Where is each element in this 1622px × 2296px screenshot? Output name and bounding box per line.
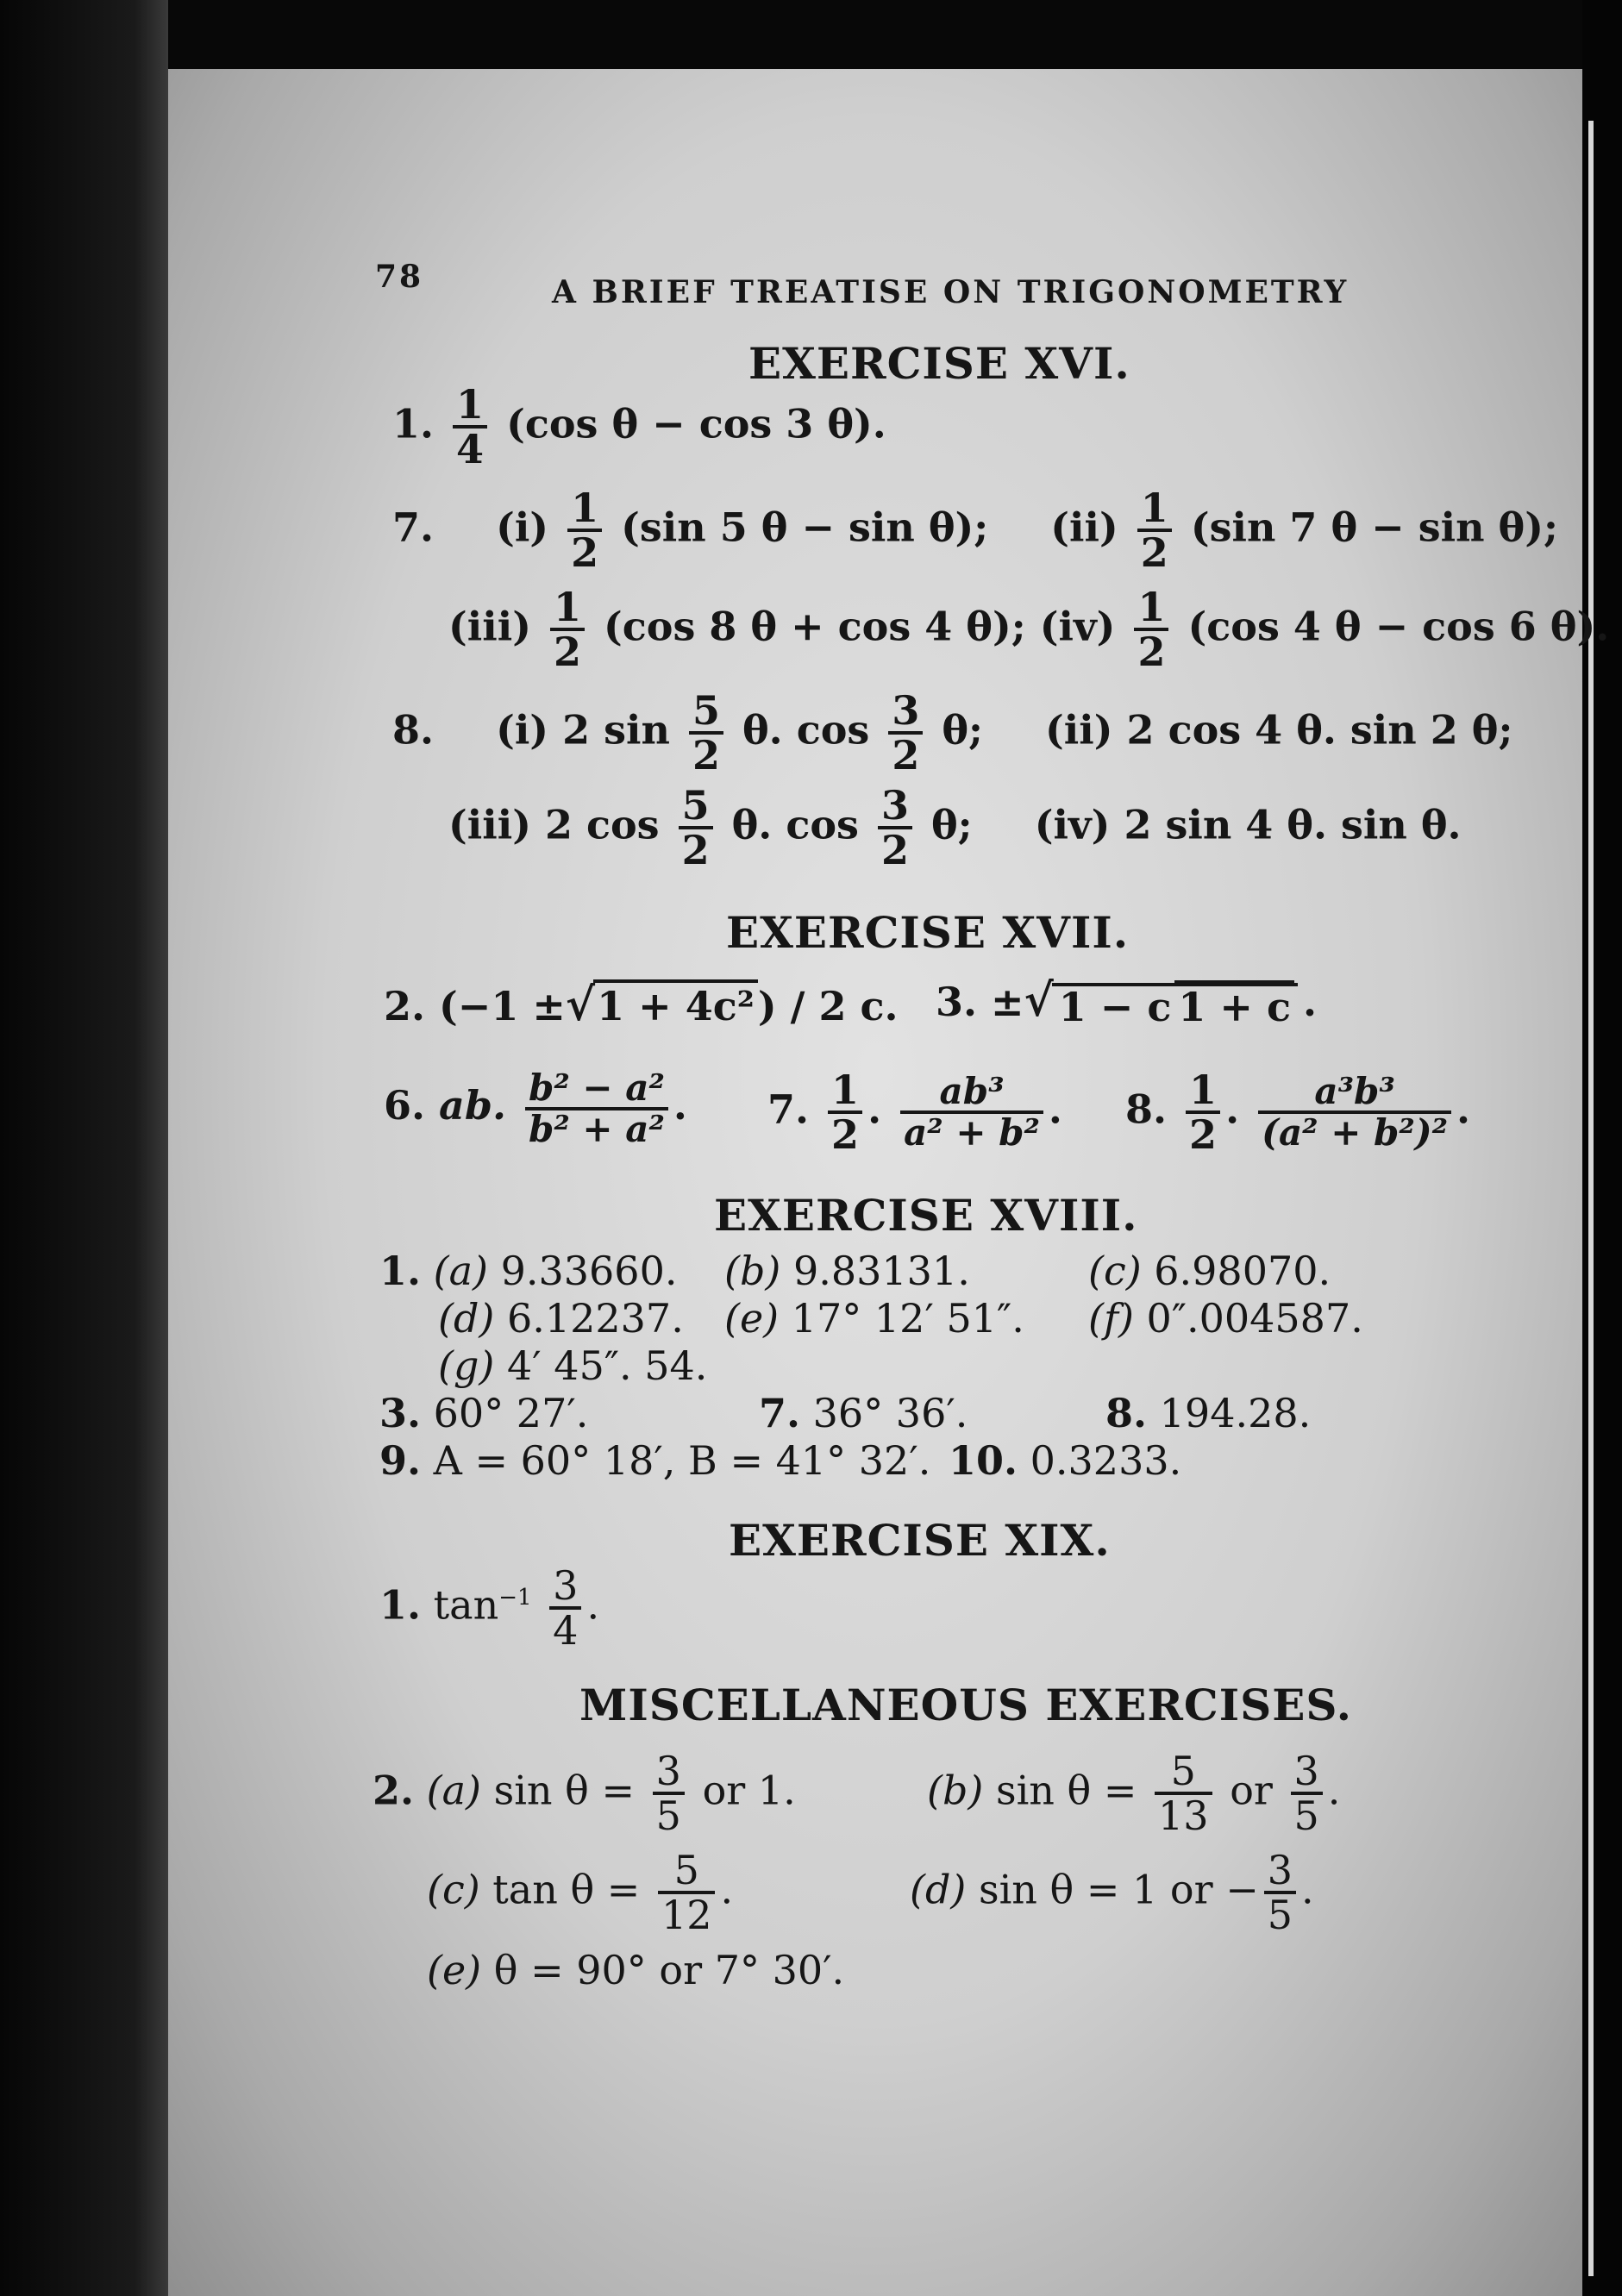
value: 6.98070. (1154, 1248, 1331, 1294)
fraction: $\frac{1}{2}$ (828, 1069, 862, 1156)
ex16-answer-1 (392, 381, 886, 473)
ex18-answer-9 (379, 1437, 930, 1484)
part-label: (e) (724, 1295, 780, 1342)
ex18-answer-10 (949, 1437, 1181, 1484)
fraction: $\frac{1}{2}$ (567, 487, 602, 574)
fraction: $\frac{3}{5}$ (653, 1750, 685, 1837)
answer-number: 7. (392, 504, 435, 551)
exercise-xix-heading: EXERCISE XIX. (729, 1515, 1111, 1566)
expression: ab. (439, 1082, 507, 1129)
expression: (sin 5 θ − sin θ); (621, 504, 989, 551)
answer-number: 2. (384, 983, 426, 1029)
fraction: $\frac{5}{12}$ (658, 1849, 716, 1936)
ex16-answer-8-line1 (392, 687, 1513, 779)
expression: (cos θ − cos 3 θ). (506, 400, 886, 447)
fraction: $\frac{3}{5}$ (1291, 1750, 1323, 1837)
page-number: 78 (375, 259, 424, 295)
part-label: (b) (724, 1248, 781, 1294)
misc-answer-2a (373, 1748, 796, 1840)
ex18-answer-1-g (438, 1342, 707, 1389)
scan-left-border (0, 0, 168, 2296)
part-label: (d) (438, 1295, 495, 1342)
answer-number: 10. (949, 1437, 1018, 1484)
fraction: $\frac{1}{4}$ (453, 384, 487, 471)
part-label: (a) (426, 1767, 481, 1814)
fraction: $\frac{5}{13}$ (1155, 1750, 1212, 1837)
expression: (sin 7 θ − sin θ); (1190, 504, 1558, 551)
fraction: $\frac{3}{5}$ (1264, 1849, 1296, 1936)
plus-minus-sign: ± (991, 979, 1024, 1025)
answer-number: 1. (379, 1581, 422, 1629)
misc-answer-2b (927, 1748, 1341, 1840)
expression: ) / 2 c. (757, 983, 899, 1029)
part-label: (i) (496, 706, 549, 754)
value: 0.3233. (1030, 1437, 1182, 1484)
fraction: $\frac{\text{b² − a²}}{\text{b² + a²}}$ (525, 1069, 668, 1148)
answer-number: 9. (379, 1437, 422, 1484)
ex18-answer-1-f (1088, 1295, 1363, 1342)
ex18-answer-3 (379, 1390, 588, 1436)
ex18-answer-1-d (438, 1295, 684, 1342)
inverse-exponent: −1 (498, 1584, 532, 1611)
end-mark: . (673, 1082, 687, 1129)
misc-answer-2c (427, 1847, 734, 1939)
expression: 2 cos 4 θ. sin 2 θ; (1126, 706, 1513, 754)
radical-sign: √ (1024, 974, 1054, 1027)
expression: (−1 ± (439, 983, 566, 1029)
part-label: (ii) (1050, 504, 1118, 551)
ex17-answer-7: 7. $\frac{1}{2}$ . $\frac{\text{ab³}}{\text{a² + b²}}$ . (767, 1067, 1062, 1159)
expression: 2 sin (562, 706, 670, 754)
value: 0″.004587. (1146, 1295, 1363, 1342)
expression: 2 sin 4 θ. sin θ. (1124, 801, 1462, 848)
part-label: (iii) (448, 801, 531, 848)
value: 194.28. (1159, 1390, 1312, 1436)
answer-number: 2. (373, 1767, 415, 1814)
expression: θ. cos (742, 706, 870, 754)
end-mark: . (1302, 979, 1317, 1025)
ex18-answer-1-c (1088, 1248, 1331, 1294)
answer-number: 8. (1125, 1085, 1168, 1133)
ex17-answer-6 (384, 1067, 687, 1151)
radicand: 1 + 4c² (593, 979, 758, 1029)
misc-answer-2d (910, 1847, 1314, 1939)
fraction: $\frac{1}{2}$ (550, 586, 585, 673)
page-edge-rule (1588, 121, 1594, 2276)
expression: sin θ = (995, 1767, 1137, 1814)
fraction: 1 − c 1 + c (1052, 983, 1298, 1028)
end-mark: . (1301, 1866, 1314, 1913)
fraction: $\frac{5}{2}$ (689, 690, 723, 777)
expression: tan θ = (492, 1866, 641, 1913)
value: 60° 27′. (433, 1390, 589, 1436)
answer-number: 1. (379, 1248, 422, 1294)
answer-number: 3. (379, 1390, 422, 1436)
fraction: $\frac{1}{2}$ (1186, 1069, 1220, 1156)
exercise-xvii-heading: EXERCISE XVII. (726, 907, 1130, 958)
ex16-answer-7-line1 (392, 485, 1558, 577)
expression: or 1. (702, 1767, 796, 1814)
exercise-xvi-heading: EXERCISE XVI. (748, 338, 1130, 389)
part-label: (iii) (448, 603, 531, 650)
expression: (cos 8 θ + cos 4 θ); (604, 603, 1026, 650)
value: 9.33660. (500, 1248, 678, 1294)
fraction: $\frac{\text{ab³}}{\text{a² + b²}}$ (900, 1073, 1043, 1152)
part-label: (g) (438, 1342, 495, 1389)
end-mark: . (1327, 1767, 1341, 1814)
fraction: $\frac{1}{2}$ (1137, 487, 1172, 574)
miscellaneous-heading: MISCELLANEOUS EXERCISES. (579, 1680, 1353, 1730)
expression: θ = 90° or 7° 30′. (493, 1947, 845, 1993)
fraction: $\frac{5}{2}$ (679, 785, 713, 872)
expression: θ. cos (731, 801, 859, 848)
expression: θ; (942, 706, 984, 754)
expression: θ; (930, 801, 973, 848)
scan-top-border (0, 0, 1622, 69)
value: A = 60° 18′, B = 41° 32′. (433, 1437, 931, 1484)
expression: tan (433, 1581, 499, 1629)
answer-number: 1. (392, 400, 435, 447)
ex16-answer-8-line2 (448, 782, 1462, 874)
part-label: (d) (910, 1866, 967, 1913)
fraction: $\frac{3}{4}$ (549, 1565, 581, 1652)
fraction: $\frac{3}{2}$ (888, 690, 923, 777)
part-label: (c) (427, 1866, 480, 1913)
radical-sign: √ (565, 979, 596, 1031)
ex18-answer-1-row1 (379, 1248, 677, 1294)
part-label: (c) (1088, 1248, 1142, 1294)
answer-number: 8. (1105, 1390, 1148, 1436)
answer-number: 7. (767, 1085, 810, 1133)
part-label: (e) (427, 1947, 482, 1993)
answer-number: 6. (384, 1082, 426, 1129)
answer-number: 3. (936, 979, 978, 1025)
fraction: $\frac{3}{2}$ (878, 785, 912, 872)
running-title: A BRIEF TREATISE ON TRIGONOMETRY (552, 274, 1350, 310)
value: 9.83131. (792, 1248, 970, 1294)
part-label: (a) (433, 1248, 488, 1294)
ex17-answer-8: 8. $\frac{1}{2}$ . $\frac{\text{a³b³}}{\text{(a² + b²)²}}$ . (1125, 1067, 1471, 1159)
part-label: (b) (927, 1767, 984, 1814)
ex17-answer-3 (936, 974, 1317, 1028)
ex18-answer-8 (1105, 1390, 1311, 1436)
exercise-xviii-heading: EXERCISE XVIII. (714, 1190, 1138, 1241)
expression: or (1230, 1767, 1273, 1814)
part-label: (ii) (1045, 706, 1113, 754)
end-mark: . (720, 1866, 734, 1913)
part-label: (i) (496, 504, 549, 551)
end-mark: . (586, 1581, 600, 1629)
value: 36° 36′. (812, 1390, 968, 1436)
ex18-answer-1-e (724, 1295, 1024, 1342)
value: 4′ 45″. 54. (506, 1342, 708, 1389)
misc-answer-2e (427, 1947, 844, 1993)
ex18-answer-7 (759, 1390, 968, 1436)
part-label: (iv) (1039, 603, 1116, 650)
expression: (cos 4 θ − cos 6 θ). (1187, 603, 1610, 650)
ex19-answer-1 (379, 1562, 600, 1655)
answer-number: 8. (392, 706, 435, 754)
ex16-answer-7-line2 (448, 584, 1610, 676)
end-mark: . (1048, 1085, 1062, 1133)
part-label: (f) (1088, 1295, 1134, 1342)
answer-number: 7. (759, 1390, 801, 1436)
value: 17° 12′ 51″. (791, 1295, 1024, 1342)
fraction: $\frac{\text{a³b³}}{\text{(a² + b²)²}}$ (1258, 1073, 1451, 1152)
expression: sin θ = 1 or − (978, 1866, 1259, 1913)
fraction: $\frac{1}{2}$ (1134, 586, 1168, 673)
ex17-answer-2 (384, 979, 899, 1031)
expression: 2 cos (544, 801, 660, 848)
part-label: (iv) (1034, 801, 1111, 848)
end-mark: . (1456, 1085, 1471, 1133)
ex18-answer-1-b (724, 1248, 970, 1294)
expression: sin θ = (493, 1767, 636, 1814)
value: 6.12237. (506, 1295, 684, 1342)
